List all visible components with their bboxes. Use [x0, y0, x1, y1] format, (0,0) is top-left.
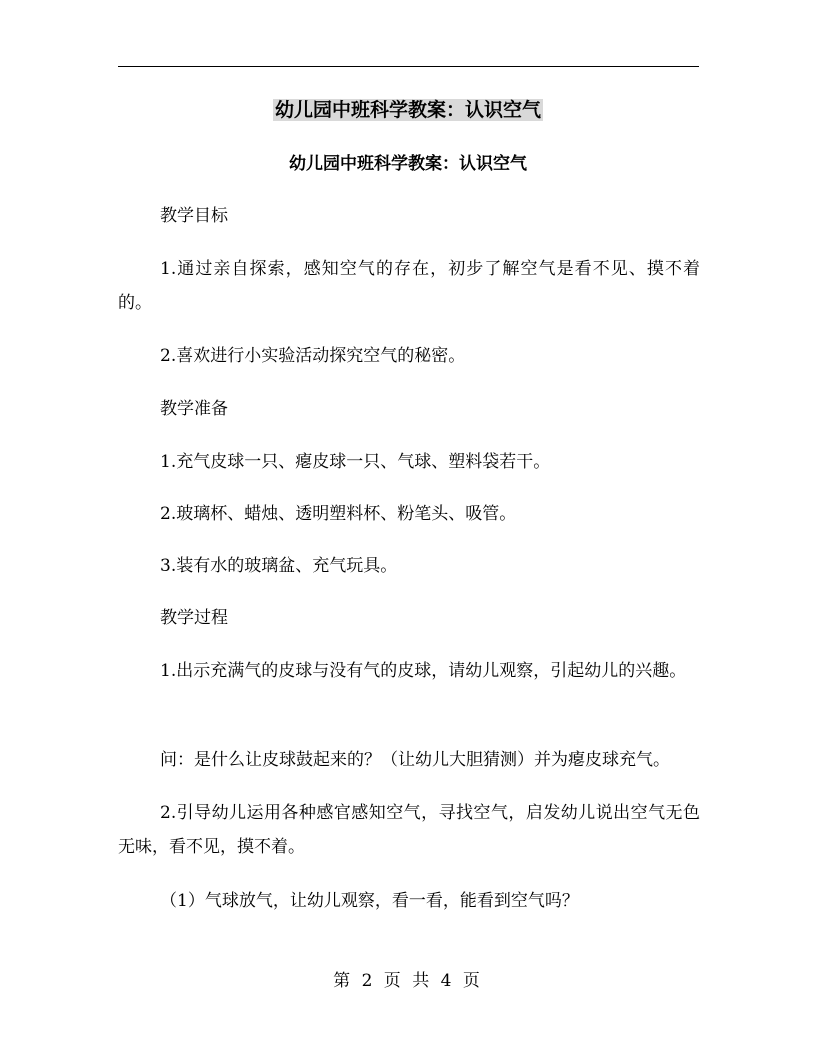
document-title-text: 幼儿园中班科学教案：认识空气 — [274, 99, 541, 121]
section-heading-preparation: 教学准备 — [160, 399, 228, 419]
page-number: 第 2 页 共 4 页 — [333, 971, 483, 991]
paragraph: 2.喜欢进行小实验活动探究空气的秘密。 — [160, 346, 466, 366]
paragraph: 1.充气皮球一只、瘪皮球一只、气球、塑料袋若干。 — [160, 452, 551, 472]
paragraph: 1.通过亲自探索，感知空气的存在，初步了解空气是看不见、摸不着的。 — [118, 259, 700, 313]
paragraph: 2.玻璃杯、蜡烛、透明塑料杯、粉笔头、吸管。 — [160, 504, 517, 524]
paragraph: 1.出示充满气的皮球与没有气的皮球，请幼儿观察，引起幼儿的兴趣。 — [160, 661, 687, 681]
paragraph: （1）气球放气，让幼儿观察，看一看，能看到空气吗？ — [160, 891, 579, 911]
paragraph: 2.引导幼儿运用各种感官感知空气，寻找空气，启发幼儿说出空气无色无味，看不见，摸不着。 — [118, 803, 700, 857]
section-heading-process: 教学过程 — [160, 608, 228, 628]
paragraph: 3.装有水的玻璃盆、充气玩具。 — [160, 556, 398, 576]
document-title — [0, 96, 816, 124]
header-rule — [118, 66, 699, 67]
paragraph: 问：是什么让皮球鼓起来的？（让幼儿大胆猜测）并为瘪皮球充气。 — [160, 750, 670, 770]
section-heading-objectives: 教学目标 — [160, 206, 228, 226]
document-subtitle: 幼儿园中班科学教案：认识空气 — [289, 154, 527, 174]
